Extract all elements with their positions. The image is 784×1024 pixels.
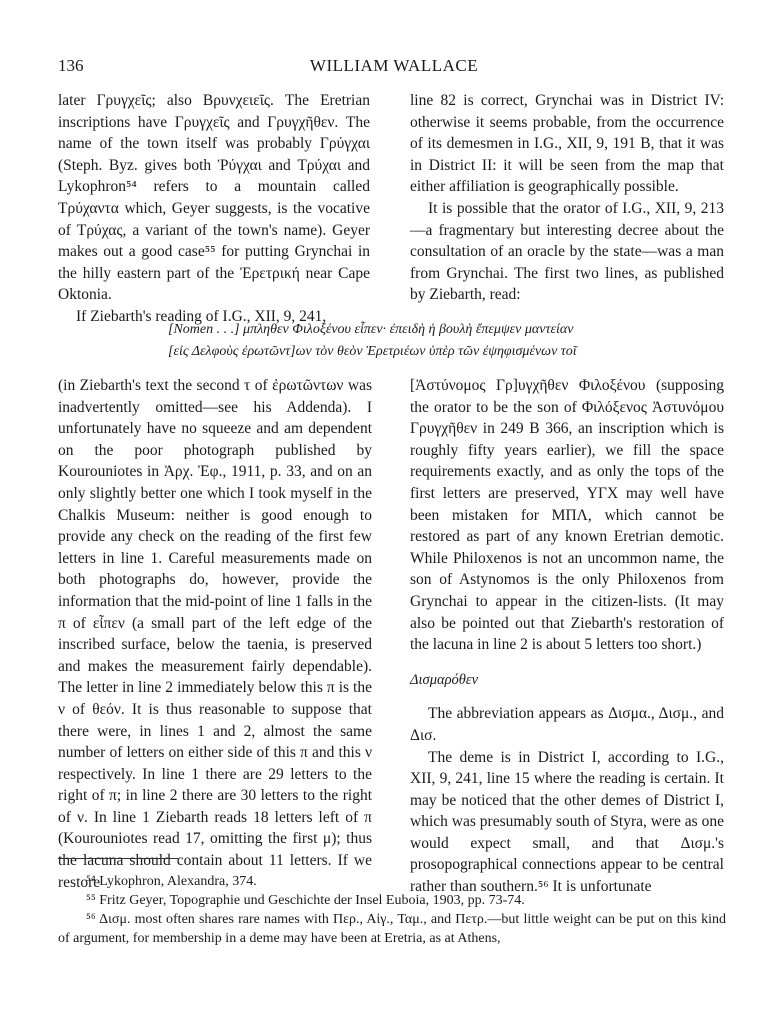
- paragraph: The abbreviation appears as Δισμα., Δισμ., and Δισ.: [410, 705, 724, 744]
- page-header: [58, 56, 730, 80]
- column-top-right: [410, 90, 724, 306]
- paragraph: The deme is in District I, according to I.G., XII, 9, 241, line 15 where the reading is certain. It may be noticed that the other demes of District I, which was presumably south of Styra, were as one would expect small, and that Δισμ.'s prosopographical connections appear to be central rather than southern.⁵⁶ It is unfortunate: [410, 748, 724, 896]
- paragraph: It is possible that the orator of I.G., XII, 9, 213—a fragmentary but interesting decree about the consultation of an oracle by the state—was a man from Grynchai. The first two lines, as published by Ziebarth, read:: [410, 199, 724, 304]
- inscription-quote: [168, 319, 688, 363]
- page-number: 136: [58, 56, 84, 75]
- footnote-56: ⁵⁶ Δισμ. most often shares rare names with Περ., Αἰγ., Ταμ., and Πετρ.—but little weight can be put on this kind of argument, for membership in a deme may have been at Eretria, as at Athens,: [58, 912, 726, 946]
- running-head: WILLIAM WALLACE: [309, 56, 479, 75]
- inscription-line-1: [Nomen . . .] μπληθεν Φιλοξένου εἶπεν· ἐπειδὴ ἡ βουλὴ ἔπεμψεν μαντείαν: [168, 322, 574, 337]
- paragraph: If Ziebarth's reading of I.G., XII, 9, 241,: [76, 307, 327, 325]
- column-bottom-left: [58, 375, 372, 893]
- section-heading: Δισμαρόθεν: [410, 671, 479, 688]
- inscription-line-2: [εἰς Δελφοὺς ἐρωτῶντ]ων τὸν θεὸν Ἐρετριέων ὑπὲρ τῶν ἐψηφισμένων τοῖ: [168, 344, 577, 359]
- paragraph: line 82 is correct, Grynchai was in District IV: otherwise it seems probable, from the occurrence of its demesmen in I.G., XII, 9, 191 B, that it was in District II: it will be seen from the map that either affiliation is geographically possible.: [410, 92, 724, 196]
- footnotes: [58, 872, 726, 948]
- footnote-55: ⁵⁵ Fritz Geyer, Topographie und Geschichte der Insel Euboia, 1903, pp. 73-74.: [86, 893, 525, 908]
- footnote-rule: [58, 858, 178, 859]
- column-bottom-right: [410, 375, 724, 898]
- paragraph: (in Ziebarth's text the second τ of ἐρωτῶντων was inadvertently omitted—see his Addenda). I unfortunately have no squeeze and am dependent on the poor photograph published by Kourouniotes in Ἀρχ. Ἐφ., 1911, p. 33, and on an only slightly better one which I took myself in the Chalkis Museum: neither is good enough to provide any check on the reading of the first few letters in line 1. Careful measurements made on both photographs do, however, provide the information that the mid-point of line 1 falls in the π of εἶπεν (a small part of the left edge of the inscribed surface, below the taenia, is preserved and makes the measurement fairly dependable). The letter in line 2 immediately below this π is the ν of θεόν. It is thus reasonable to suppose that there were, in lines 1 and 2, almost the same number of letters on either side of this π and this ν respectively. In line 1 there are 29 letters to the right of π; in line 2 there are 30 letters to the right of ν. In line 1 Ziebarth reads 18 letters left of π (Kourouniotes read 17, omitting the first μ); thus the lacuna should contain about 11 letters. If we restore: [58, 377, 372, 891]
- paragraph: later Γρυγχεῖς; also Βρυνχειεῖς. The Eretrian inscriptions have Γρυγχεῖς and Γρυγχῆθεν. The name of the town itself was probably Γρύγχαι (Steph. Byz. gives both Ῥύγχαι and Τρύχαι and Lykophron⁵⁴ refers to a mountain called Τρύχαντα which, Geyer suggests, is the vocative of Τρύχας, a variant of the town's name). Geyer makes out a good case⁵⁵ for putting Grynchai in the hilly eastern part of the Ἐρετρική near Cape Oktonia.: [58, 92, 370, 304]
- footnote-54: ⁵⁴ Lykophron, Alexandra, 374.: [86, 874, 257, 889]
- column-top-left: [58, 90, 370, 328]
- paragraph: [Ἀστύνομος Γρ]υγχῆθεν Φιλοξένου (supposing the orator to be the son of Φιλόξενος Ἀστυνόμου Γρυγχῆθεν in 249 B 366, an inscription which is roughly fifty years earlier), we fill the space requirements exactly, and as only the tops of the first letters are preserved, ΥΓΧ may well have been mistaken for ΜΠΛ, which cannot be restored as part of any known Eretrian demotic. While Philoxenos is not an uncommon name, the son of Astynomos is the only Philoxenos from Grynchai to appear in the citizen-lists. (It may also be pointed out that Ziebarth's restoration of the lacuna in line 2 is about 5 letters too short.): [410, 377, 724, 654]
